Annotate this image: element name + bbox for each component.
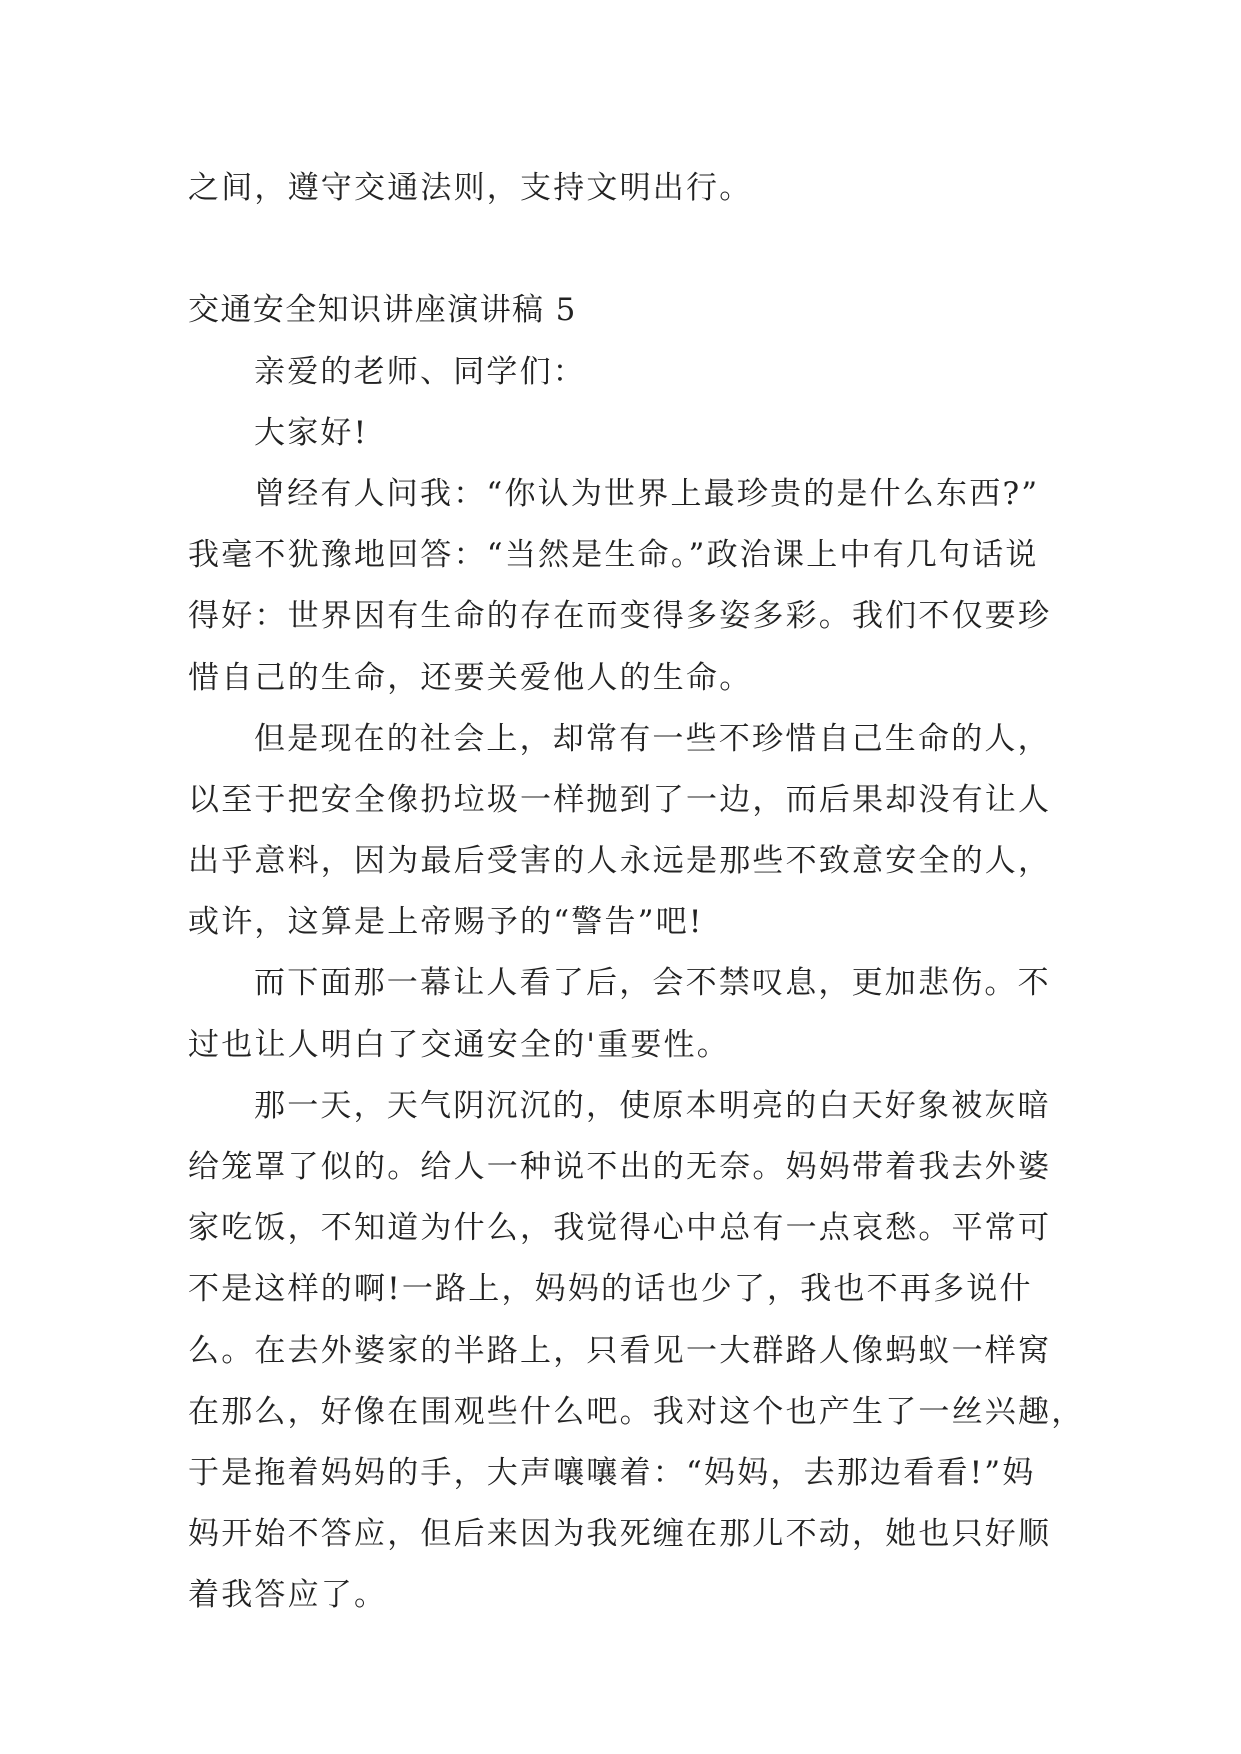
paragraph-1 [188,464,1068,709]
greeting: 大家好! [254,414,369,451]
paragraph-line: 而下面那一幕让人看了后，会不禁叹息，更加悲伤。不 [254,965,1051,1002]
paragraph-line: 在那么，好像在围观些什么吧。我对这个也产生了一丝兴趣， [188,1393,1085,1430]
paragraph-line: 那一天，天气阴沉沉的，使原本明亮的白天好象被灰暗 [254,1087,1051,1124]
paragraph-line: 妈开始不答应，但后来因为我死缠在那儿不动，她也只好顺 [188,1516,1052,1553]
paragraph-4 [188,1076,1085,1627]
blank-line [188,219,1068,280]
paragraph-line: 过也让人明白了交通安全的'重要性。 [188,1026,730,1063]
paragraph-line: 么。在去外婆家的半路上，只看见一大群路人像蚂蚁一样窝 [188,1332,1052,1369]
paragraph-2 [188,709,1068,954]
paragraph-line: 着我答应了。 [188,1577,388,1614]
paragraph-line: 曾经有人问我：“你认为世界上最珍贵的是什么东西?” [254,475,1040,512]
paragraph-line: 不是这样的啊!一路上，妈妈的话也少了，我也不再多说什 [188,1271,1033,1308]
document-body [188,158,1085,1627]
paragraph-line: 惜自己的生命，还要关爱他人的生命。 [188,659,753,696]
paragraph-line: 得好：世界因有生命的存在而变得多姿多彩。我们不仅要珍 [188,598,1052,635]
salutation: 亲爱的老师、同学们： [254,353,586,390]
paragraph-line: 或许，这算是上帝赐予的“警告”吧! [188,904,704,941]
paragraph-line: 出乎意料，因为最后受害的人永远是那些不致意安全的人， [188,843,1052,880]
paragraph-line: 家吃饭，不知道为什么，我觉得心中总有一点哀愁。平常可 [188,1210,1052,1247]
paragraph-line: 我毫不犹豫地回答：“当然是生命。”政治课上中有几句话说 [188,537,1039,574]
continuation-line: 之间，遵守交通法则，支持文明出行。 [188,170,753,206]
paragraph-3 [188,953,1068,1075]
paragraph-line: 给笼罩了似的。给人一种说不出的无奈。妈妈带着我去外婆 [188,1149,1052,1185]
paragraph-line: 于是拖着妈妈的手，大声嚷嚷着：“妈妈，去那边看看!”妈 [188,1454,1036,1491]
paragraph-line: 但是现在的社会上，却常有一些不珍惜自己生命的人， [254,720,1051,757]
paragraph-line: 以至于把安全像扔垃圾一样抛到了一边，而后果却没有让人 [188,781,1052,818]
speech-title: 交通安全知识讲座演讲稿 5 [188,292,577,329]
